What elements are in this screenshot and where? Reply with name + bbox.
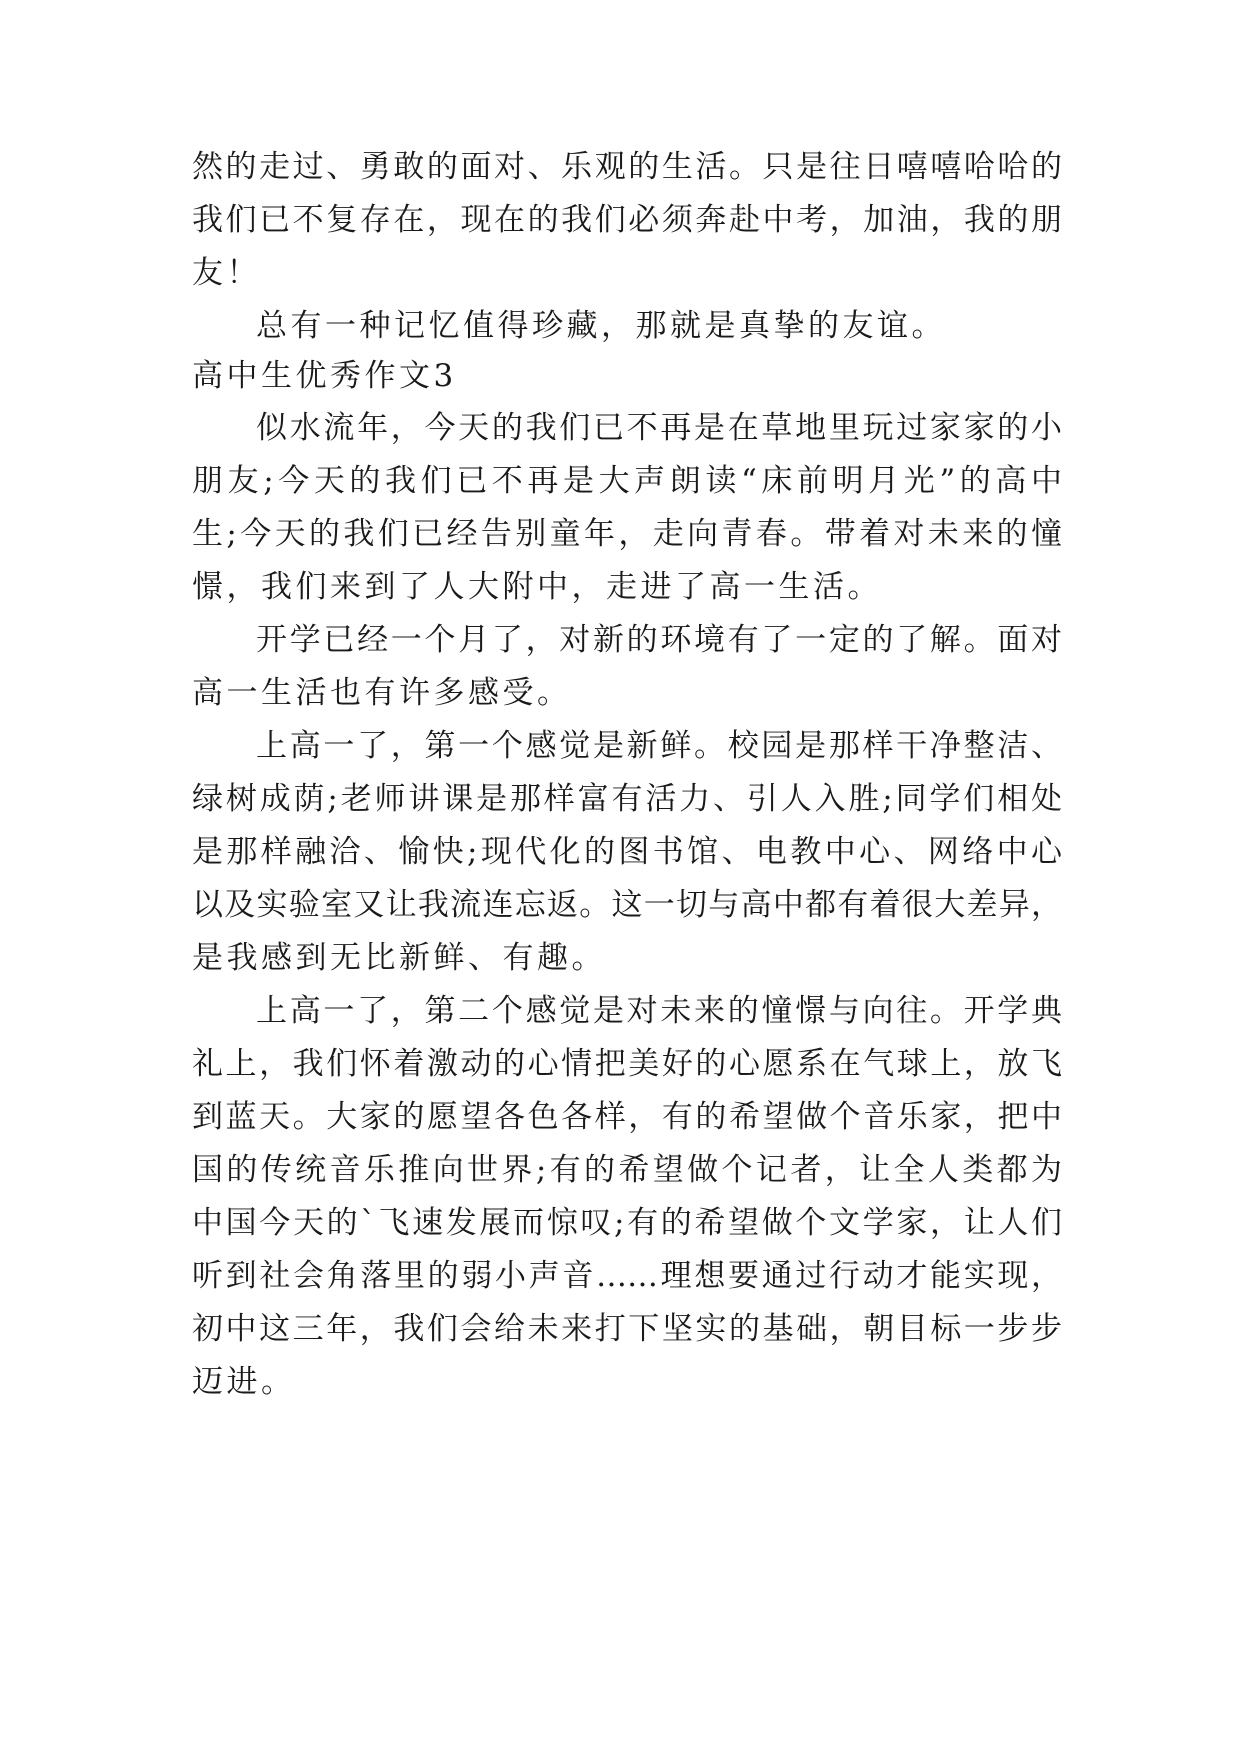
text-line: 上高一了，第一个感觉是新鲜。校园是那样干净整洁、 <box>256 728 1062 764</box>
text-line: 绿树成荫;老师讲课是那样富有活力、引人入胜;同学们相处 <box>192 781 1062 817</box>
text-line: 是那样融洽、愉快;现代化的图书馆、电教中心、网络中心 <box>192 834 1062 870</box>
text-line: 高一生活也有许多感受。 <box>192 675 572 711</box>
text-line: 友！ <box>192 255 261 291</box>
text-line: 听到社会角落里的弱小声音……理想要通过行动才能实现， <box>192 1258 1062 1294</box>
text-line: 似水流年，今天的我们已不再是在草地里玩过家家的小 <box>256 410 1062 446</box>
text-line: 初中这三年，我们会给未来打下坚实的基础，朝目标一步步 <box>192 1311 1062 1347</box>
text-line: 到蓝天。大家的愿望各色各样，有的希望做个音乐家，把中 <box>192 1099 1062 1135</box>
section-heading: 高中生优秀作文3 <box>192 358 457 394</box>
text-line: 朋友;今天的我们已不再是大声朗读“床前明月光”的高中 <box>192 463 1062 499</box>
text-line: 然的走过、勇敢的面对、乐观的生活。只是往日嘻嘻哈哈的 <box>192 149 1062 185</box>
text-line: 上高一了，第二个感觉是对未来的憧憬与向往。开学典 <box>256 993 1062 1029</box>
text-line: 中国今天的`飞速发展而惊叹;有的希望做个文学家，让人们 <box>192 1205 1062 1241</box>
text-line: 以及实验室又让我流连忘返。这一切与高中都有着很大差异， <box>192 887 1062 923</box>
text-line: 开学已经一个月了，对新的环境有了一定的了解。面对 <box>256 622 1062 658</box>
text-line: 国的传统音乐推向世界;有的希望做个记者，让全人类都为 <box>192 1152 1062 1188</box>
text-line: 是我感到无比新鲜、有趣。 <box>192 940 606 976</box>
text-line: 我们已不复存在，现在的我们必须奔赴中考，加油，我的朋 <box>192 202 1062 238</box>
text-line: 憬，我们来到了人大附中，走进了高一生活。 <box>192 569 882 605</box>
text-line: 迈进。 <box>192 1364 296 1400</box>
text-line: 生;今天的我们已经告别童年，走向青春。带着对未来的憧 <box>192 516 1062 552</box>
text-line: 礼上，我们怀着激动的心情把美好的心愿系在气球上，放飞 <box>192 1046 1062 1082</box>
text-line: 总有一种记忆值得珍藏，那就是真挚的友谊。 <box>256 308 946 344</box>
